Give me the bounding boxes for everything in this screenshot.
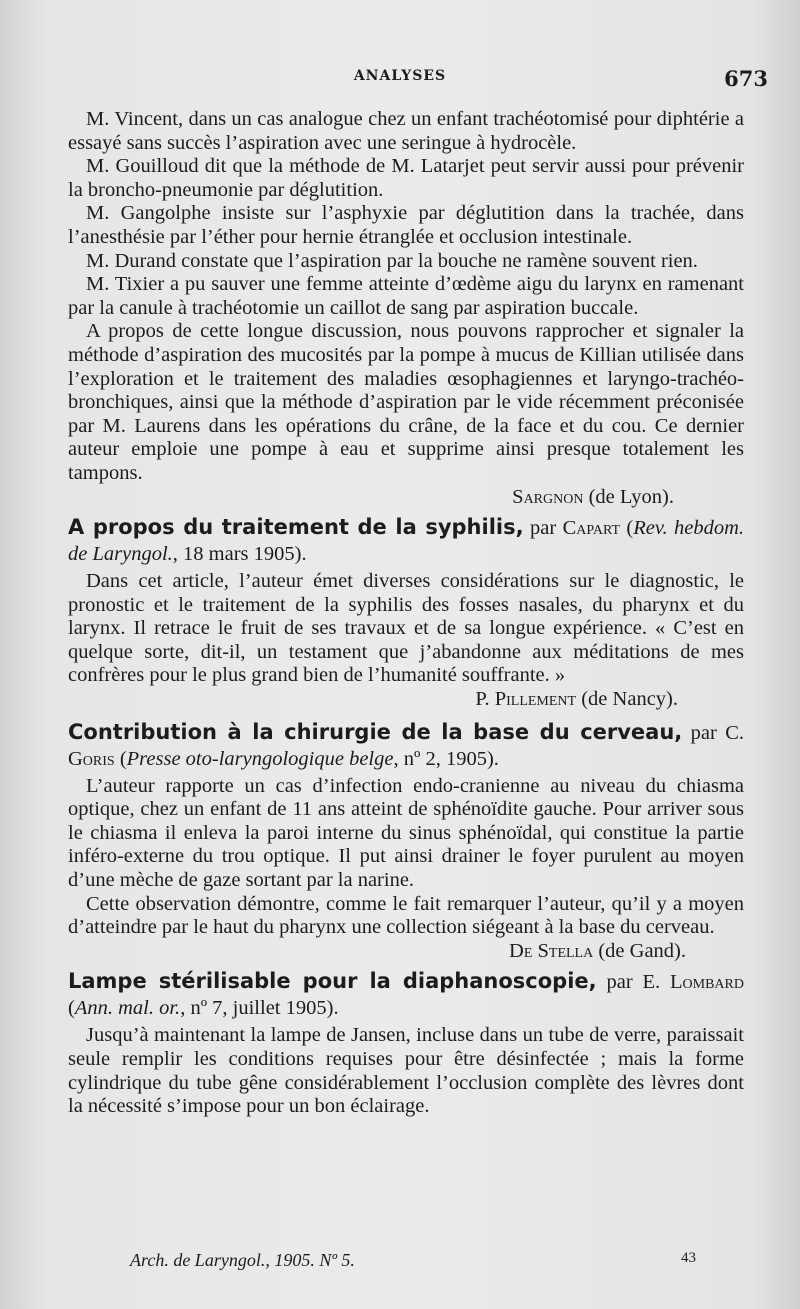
paragraph-gouilloud: M. Gouilloud dit que la méthode de M. Latarjet peut servir aussi pour prévenir la broncho-pneumonie par déglutition. (68, 155, 744, 201)
signature-pillement (68, 688, 744, 712)
byline-par: par (523, 517, 563, 540)
article-heading-lampe (68, 969, 744, 1021)
article-heading-chirurgie (68, 720, 744, 772)
article-heading-syphilis (68, 515, 744, 567)
byline-par: par (682, 721, 726, 744)
source-date: , nº 2, 1905). (393, 747, 499, 770)
page-footer (130, 1250, 710, 1274)
page-header (0, 66, 800, 90)
signature-place: (de Lyon). (583, 485, 674, 508)
byline-par: par E. (596, 971, 670, 994)
source-date: , 18 mars 1905). (172, 543, 307, 566)
signature-name: Pillement (494, 688, 577, 711)
paragraph-chirurgie-1: L’auteur rapporte un cas d’infection endo-cranienne au niveau du chiasma optique, chez un enfant de 11 ans atteint de sphénoïdite gauche. Pour arriver sous le chiasma il enleva la paroi interne du sinus sphénoïdal, qui constitue la partie inféro-externe du trou optique. Il put ainsi drainer le foyer purulent au moyen d’une mèche de gaze sortant par la narine. (68, 774, 744, 892)
journal-name: Rev. hebdom. de Laryngol. (68, 517, 745, 566)
paragraph-syphilis: Dans cet article, l’auteur émet diverses considérations sur le diagnostic, le pronostic et le traitement de la syphilis des fosses nasales, du pharynx et du larynx. Il retrace le fruit de ses travaux et de sa longue expérience. « C’est en quelque sorte, dit-il, un testament que j’abandonne aux méditations de mes confrères pour le plus grand bien de l’humanité souffrante. » (68, 570, 744, 687)
journal-name: Ann. mal. or. (74, 997, 181, 1020)
article-author: C. Goris (68, 721, 744, 770)
footer-journal: Arch. de Laryngol., 1905. Nº 5. (130, 1250, 355, 1270)
article-title: Lampe stérilisable pour la diaphanoscopie, (68, 969, 597, 994)
signature-initial: P. (475, 688, 495, 711)
article-author: Capart (562, 517, 621, 540)
paragraph-lampe: Jusqu’à maintenant la lampe de Jansen, incluse dans un tube de verre, paraissait seule remplir les conditions requises pour être désinfectée ; mais la forme cylindrique du tube gêne considérablement l’occlusion complète des lèvres dont la nécessité s’impose pour un bon éclairage. (68, 1024, 744, 1118)
article-title: Contribution à la chirurgie de la base du cerveau, (68, 719, 683, 744)
page-body (68, 108, 744, 1119)
signature-sargnon (68, 486, 744, 510)
paragraph-discussion: A propos de cette longue discussion, nous pouvons rapprocher et signaler la méthode d’aspiration des mucosités par la pompe à mucus de Killian utilisée dans l’exploration et le traitement des maladies œsophagiennes et laryngo-trachéo-bronchiques, ainsi que la méthode d’aspiration par le vide récemment préconisée par M. Laurens dans les opérations du crâne, de la face et du cou. Ce dernier auteur emploie une pompe à eau et supprime ainsi presque totalement les tampons. (68, 320, 744, 484)
paragraph-tixier: M. Tixier a pu sauver une femme atteinte d’œdème aigu du larynx en ramenant par la canule à trachéotomie un caillot de sang par aspiration buccale. (68, 273, 744, 319)
signature-name: Sargnon (512, 485, 584, 508)
signature-place: (de Nancy). (576, 688, 678, 711)
source-open: ( (68, 997, 75, 1020)
source-open: ( (114, 747, 127, 770)
paragraph-durand: M. Durand constate que l’aspiration par la bouche ne ramène souvent rien. (86, 249, 698, 272)
article-title: A propos du traitement de la syphilis, (68, 515, 524, 540)
signature-place: (de Gand). (593, 939, 686, 962)
paragraph-gangolphe: M. Gangolphe insiste sur l’asphyxie par déglutition dans la trachée, dans l’anesthésie par l’éther pour hernie étranglée et occlusion intestinale. (68, 202, 744, 248)
paragraph-vincent: M. Vincent, dans un cas analogue chez un enfant trachéotomisé pour diphtérie a essayé sans succès l’aspiration avec une seringue à hydrocèle. (68, 108, 744, 154)
page-number: 673 (724, 66, 768, 91)
paragraph-chirurgie-2: Cette observation démontre, comme le fait remarquer l’auteur, qu’il y a moyen d’atteindre par le haut du pharynx une collection siégeant à la base du cerveau. (68, 892, 744, 939)
signature-mark: 43 (681, 1250, 696, 1266)
signature-de-stella (68, 940, 744, 964)
article-author: Lombard (670, 971, 744, 994)
running-title: ANALYSES (353, 68, 447, 84)
source-open: ( (620, 517, 634, 540)
source-date: , nº 7, juillet 1905). (180, 997, 339, 1020)
signature-name: De Stella (509, 939, 594, 962)
journal-name: Presse oto-laryngologique belge (126, 747, 394, 770)
